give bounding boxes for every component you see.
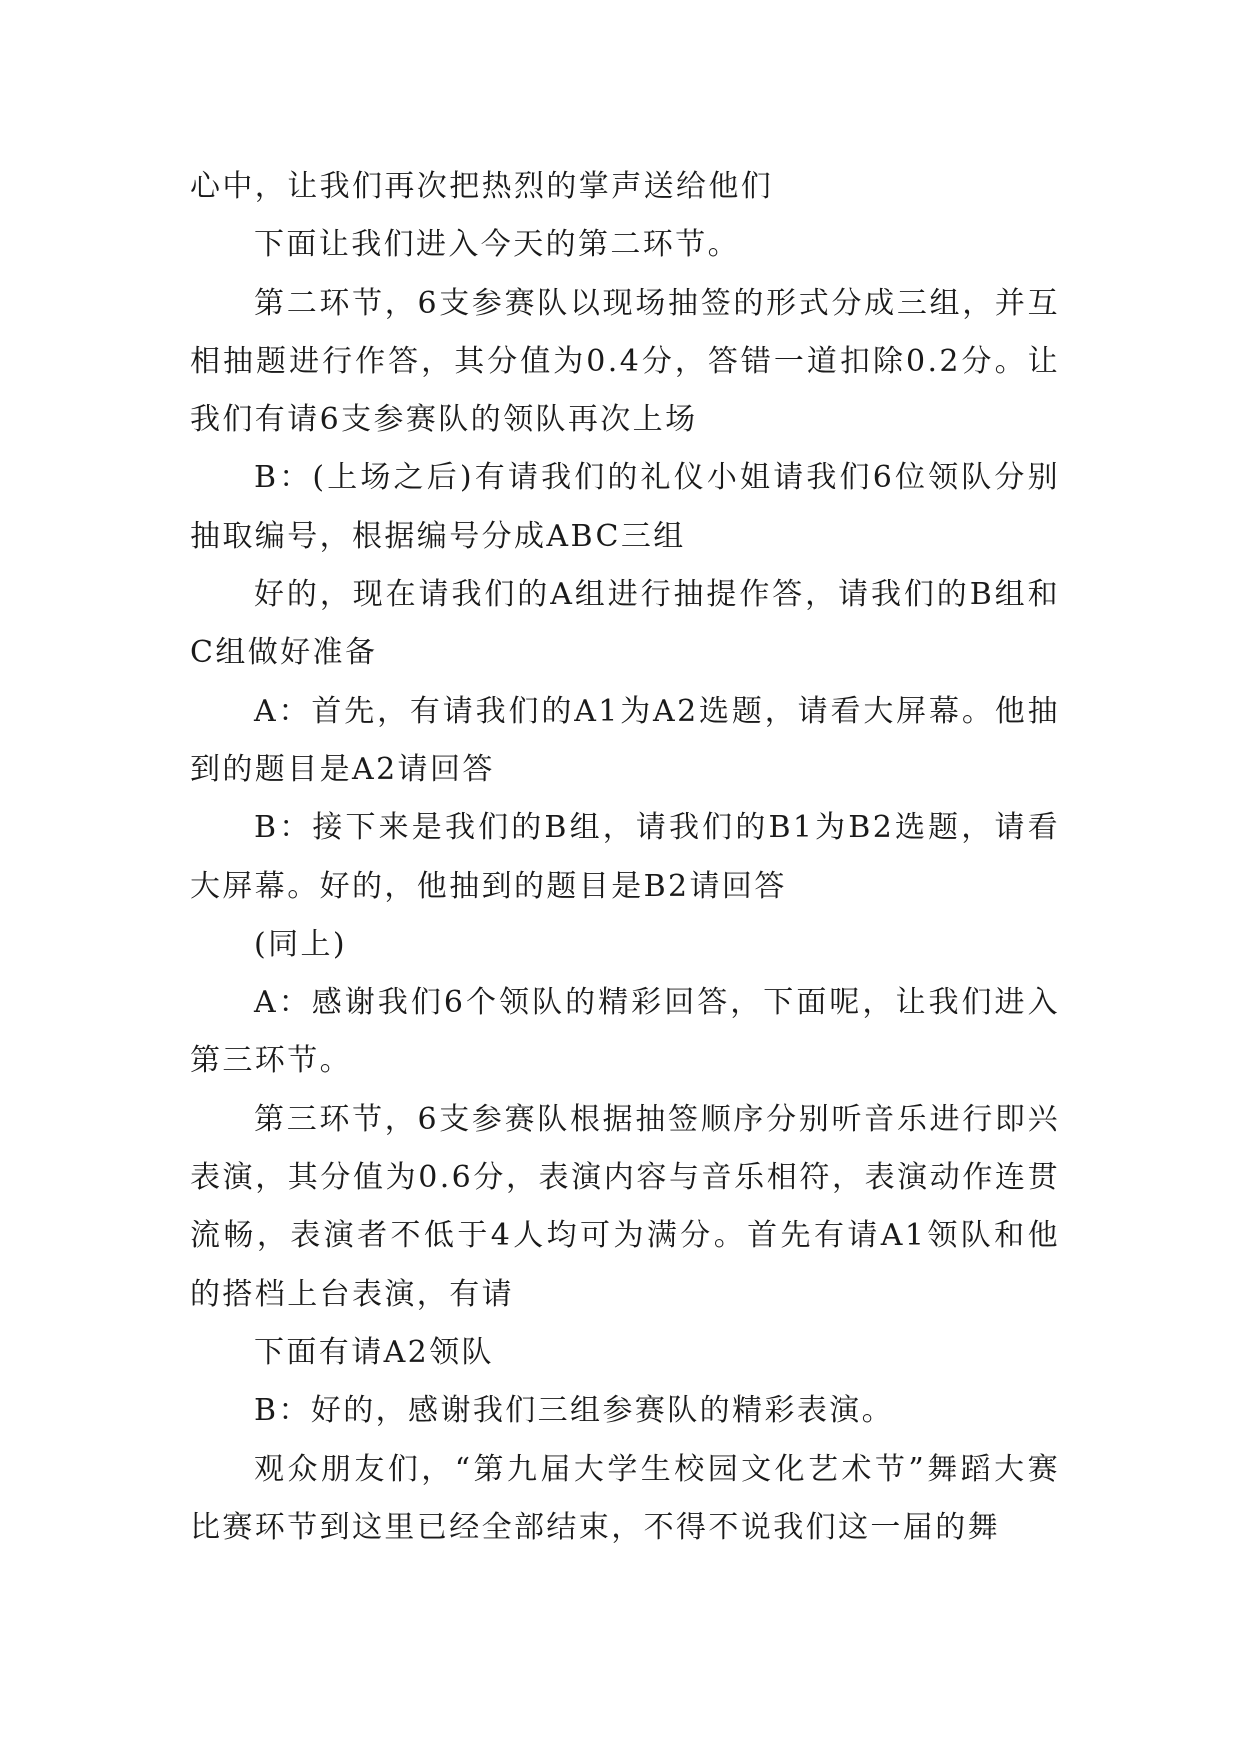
paragraph-6: A：首先，有请我们的A1为A2选题，请看大屏幕。他抽到的题目是A2请回答 bbox=[190, 693, 1060, 787]
paragraph-8: (同上) bbox=[254, 926, 348, 962]
paragraph-5: 好的，现在请我们的A组进行抽提作答，请我们的B组和C组做好准备 bbox=[190, 577, 1060, 671]
paragraph-10: 第三环节，6支参赛队根据抽签顺序分别听音乐进行即兴表演，其分值为0.6分，表演内容与音乐相符，表演动作连贯流畅，表演者不低于4人均可为满分。首先有请A1领队和他的搭档上台表演，有请 bbox=[190, 1101, 1060, 1312]
paragraph-7: B：接下来是我们的B组，请我们的B1为B2选题，请看大屏幕。好的，他抽到的题目是B2请回答 bbox=[190, 810, 1060, 904]
paragraph-3: 第二环节，6支参赛队以现场抽签的形式分成三组，并互相抽题进行作答，其分值为0.4分，答错一道扣除0.2分。让我们有请6支参赛队的领队再次上场 bbox=[190, 285, 1060, 438]
paragraph-11: 下面有请A2领队 bbox=[254, 1334, 494, 1370]
paragraph-4: B：(上场之后)有请我们的礼仪小姐请我们6位领队分别抽取编号，根据编号分成ABC三组 bbox=[190, 460, 1060, 554]
paragraph-13: 观众朋友们，“第九届大学生校园文化艺术节”舞蹈大赛比赛环节到这里已经全部结束，不得不说我们这一届的舞 bbox=[190, 1451, 1060, 1545]
paragraph-1: 心中，让我们再次把热烈的掌声送给他们 bbox=[190, 169, 774, 204]
document-body bbox=[190, 158, 1060, 1557]
paragraph-2: 下面让我们进入今天的第二环节。 bbox=[254, 227, 740, 263]
paragraph-12: B：好的，感谢我们三组参赛队的精彩表演。 bbox=[254, 1393, 895, 1429]
paragraph-9: A：感谢我们6个领队的精彩回答，下面呢，让我们进入第三环节。 bbox=[190, 985, 1060, 1079]
